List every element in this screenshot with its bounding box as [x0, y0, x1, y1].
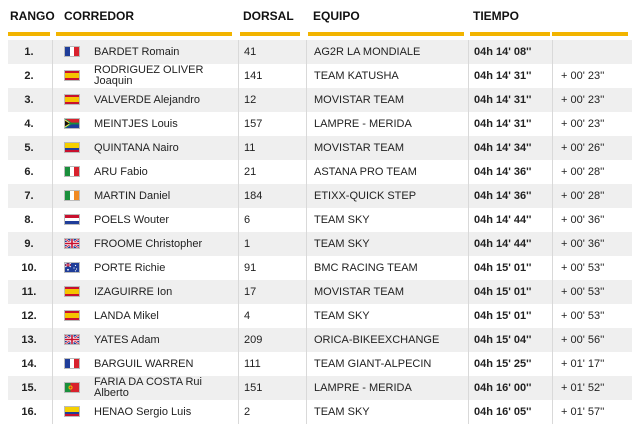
table-row: [8, 40, 632, 64]
team-name: TEAM GIANT-ALPECIN: [314, 358, 432, 370]
table-row: [8, 328, 632, 352]
rank-cell: 9.: [24, 238, 34, 250]
table-row: [8, 64, 632, 88]
column-divider: [52, 352, 53, 376]
column-divider: [238, 88, 239, 112]
column-divider: [552, 40, 553, 64]
column-divider: [238, 352, 239, 376]
bib-number: 141: [244, 70, 263, 82]
rider-name: LANDA Mikel: [94, 309, 159, 322]
column-divider: [306, 280, 307, 304]
column-divider: [552, 328, 553, 352]
column-divider: [238, 160, 239, 184]
column-divider: [306, 112, 307, 136]
column-divider: [468, 208, 469, 232]
header-team: EQUIPO: [313, 9, 360, 23]
column-divider: [238, 376, 239, 400]
team-name: TEAM SKY: [314, 310, 370, 322]
column-divider: [52, 232, 53, 256]
table-row: [8, 160, 632, 184]
column-divider: [552, 112, 553, 136]
race-time: 04h 15' 01'': [474, 286, 532, 298]
bib-number: 184: [244, 190, 263, 202]
column-divider: [468, 256, 469, 280]
table-row: [8, 112, 632, 136]
netherlands-flag-icon: [64, 214, 80, 225]
column-divider: [52, 400, 53, 424]
column-divider: [306, 256, 307, 280]
team-name: MOVISTAR TEAM: [314, 94, 405, 106]
column-divider: [468, 400, 469, 424]
bib-number: 111: [244, 358, 261, 370]
race-time: 04h 14' 44'': [474, 214, 532, 226]
bib-number: 157: [244, 118, 263, 130]
column-divider: [552, 88, 553, 112]
team-name: TEAM SKY: [314, 406, 370, 418]
column-divider: [52, 136, 53, 160]
column-divider: [306, 328, 307, 352]
race-time: 04h 14' 36'': [474, 190, 532, 202]
australia-flag-icon: [64, 262, 80, 273]
column-divider: [552, 256, 553, 280]
rank-cell: 5.: [24, 142, 34, 154]
race-time: 04h 16' 05'': [474, 406, 532, 418]
rider-name: YATES Adam: [94, 333, 160, 346]
colombia-flag-icon: [64, 406, 80, 417]
column-divider: [52, 304, 53, 328]
rank-cell: 4.: [24, 118, 34, 130]
team-name: ASTANA PRO TEAM: [314, 166, 417, 178]
team-name: ORICA-BIKEEXCHANGE: [314, 334, 440, 346]
rider-name: MARTIN Daniel: [94, 189, 171, 202]
column-divider: [238, 40, 239, 64]
bib-number: 209: [244, 334, 263, 346]
column-divider: [552, 304, 553, 328]
time-gap: + 00' 23'': [561, 94, 605, 106]
bib-number: 6: [244, 214, 251, 226]
race-time: 04h 15' 01'': [474, 310, 532, 322]
column-divider: [52, 112, 53, 136]
rank-cell: 12.: [21, 310, 37, 322]
bib-number: 1: [244, 238, 251, 250]
column-divider: [238, 184, 239, 208]
rank-cell: 7.: [24, 190, 34, 202]
time-gap: + 00' 28'': [561, 190, 605, 202]
rank-cell: 13.: [21, 334, 37, 346]
column-divider: [468, 232, 469, 256]
header-time: TIEMPO: [473, 9, 520, 23]
ireland-flag-icon: [64, 190, 80, 201]
table-row: [8, 136, 632, 160]
spain-flag-icon: [64, 310, 80, 321]
column-divider: [52, 160, 53, 184]
column-divider: [306, 376, 307, 400]
header-underline-rider: [56, 32, 232, 36]
header-bib: DORSAL: [243, 9, 294, 23]
race-time: 04h 14' 34'': [474, 142, 532, 154]
rank-cell: 16.: [21, 406, 37, 418]
column-divider: [306, 232, 307, 256]
team-name: BMC RACING TEAM: [314, 262, 418, 274]
column-divider: [52, 64, 53, 88]
column-divider: [306, 400, 307, 424]
time-gap: + 00' 36'': [561, 214, 605, 226]
column-divider: [468, 184, 469, 208]
team-name: MOVISTAR TEAM: [314, 286, 405, 298]
rider-name: HENAO Sergio Luis: [94, 405, 192, 418]
column-divider: [52, 328, 53, 352]
south-africa-flag-icon: [64, 118, 80, 129]
rank-cell: 2.: [24, 70, 34, 82]
rank-cell: 15.: [21, 382, 37, 394]
table-row: [8, 400, 632, 424]
time-gap: + 00' 28'': [561, 166, 605, 178]
column-divider: [552, 376, 553, 400]
column-divider: [552, 232, 553, 256]
column-divider: [552, 280, 553, 304]
bib-number: 91: [244, 262, 257, 274]
rider-name: BARGUIL WARREN: [94, 357, 194, 370]
rank-cell: 14.: [21, 358, 37, 370]
column-divider: [306, 208, 307, 232]
time-gap: + 00' 53'': [561, 310, 605, 322]
table-row: [8, 376, 632, 400]
race-time: 04h 14' 31'': [474, 118, 532, 130]
rider-name: ARU Fabio: [94, 165, 148, 178]
rank-cell: 10.: [21, 262, 37, 274]
time-gap: + 00' 26'': [561, 142, 605, 154]
bib-number: 11: [244, 142, 256, 154]
table-row: [8, 208, 632, 232]
rider-name: POELS Wouter: [94, 213, 169, 226]
column-divider: [468, 304, 469, 328]
column-divider: [552, 136, 553, 160]
time-gap: + 00' 56'': [561, 334, 605, 346]
bib-number: 41: [244, 46, 257, 58]
rider-name: VALVERDE Alejandro: [94, 93, 200, 106]
column-divider: [238, 400, 239, 424]
column-divider: [238, 112, 239, 136]
bib-number: 17: [244, 286, 257, 298]
rider-name: PORTE Richie: [94, 261, 166, 274]
race-time: 04h 15' 25'': [474, 358, 532, 370]
team-name: MOVISTAR TEAM: [314, 142, 405, 154]
portugal-flag-icon: [64, 382, 80, 393]
france-flag-icon: [64, 46, 80, 57]
column-divider: [306, 64, 307, 88]
column-divider: [552, 64, 553, 88]
rider-name: MEINTJES Louis: [94, 117, 178, 130]
great-britain-flag-icon: [64, 238, 80, 249]
bib-number: 151: [244, 382, 263, 394]
column-divider: [52, 40, 53, 64]
time-gap: + 00' 53'': [561, 286, 605, 298]
rank-cell: 11.: [21, 286, 37, 298]
column-divider: [52, 256, 53, 280]
time-gap: + 01' 52'': [561, 382, 605, 394]
team-name: TEAM SKY: [314, 238, 370, 250]
rider-name: RODRIGUEZ OLIVER Joaquin: [94, 64, 204, 87]
table-row: [8, 232, 632, 256]
column-divider: [468, 376, 469, 400]
time-gap: + 01' 17'': [561, 358, 605, 370]
column-divider: [306, 304, 307, 328]
column-divider: [468, 160, 469, 184]
column-divider: [468, 280, 469, 304]
column-divider: [468, 64, 469, 88]
race-time: 04h 14' 31'': [474, 70, 532, 82]
spain-flag-icon: [64, 286, 80, 297]
column-divider: [552, 160, 553, 184]
column-divider: [468, 112, 469, 136]
rank-cell: 3.: [24, 94, 34, 106]
time-gap: + 00' 23'': [561, 70, 605, 82]
time-gap: + 00' 23'': [561, 118, 605, 130]
team-name: LAMPRE - MERIDA: [314, 382, 412, 394]
column-divider: [306, 352, 307, 376]
column-divider: [306, 184, 307, 208]
race-time: 04h 15' 01'': [474, 262, 532, 274]
column-divider: [238, 136, 239, 160]
column-divider: [468, 40, 469, 64]
table-row: [8, 352, 632, 376]
bib-number: 12: [244, 94, 257, 106]
table-row: [8, 304, 632, 328]
race-time: 04h 14' 36'': [474, 166, 532, 178]
rider-name: BARDET Romain: [94, 45, 180, 58]
bib-number: 21: [244, 166, 257, 178]
header-underline-time: [470, 32, 550, 36]
column-divider: [52, 376, 53, 400]
spain-flag-icon: [64, 70, 80, 81]
rank-cell: 8.: [24, 214, 34, 226]
header-rank: RANGO: [10, 9, 55, 23]
column-divider: [306, 88, 307, 112]
time-gap: + 00' 36'': [561, 238, 605, 250]
bib-number: 4: [244, 310, 251, 322]
header-underline-rank: [8, 32, 50, 36]
time-gap: + 00' 53'': [561, 262, 605, 274]
column-divider: [552, 400, 553, 424]
race-time: 04h 15' 04'': [474, 334, 532, 346]
italy-flag-icon: [64, 166, 80, 177]
table-row: [8, 88, 632, 112]
header-underline-gap: [552, 32, 628, 36]
team-name: TEAM SKY: [314, 214, 370, 226]
column-divider: [552, 184, 553, 208]
race-time: 04h 16' 00'': [474, 382, 532, 394]
time-gap: [561, 40, 632, 64]
column-divider: [52, 184, 53, 208]
bib-number: 2: [244, 406, 251, 418]
column-divider: [238, 256, 239, 280]
column-divider: [306, 160, 307, 184]
column-divider: [238, 280, 239, 304]
great-britain-flag-icon: [64, 334, 80, 345]
table-header: [0, 0, 632, 36]
column-divider: [238, 208, 239, 232]
rider-name: FROOME Christopher: [94, 237, 203, 250]
team-name: AG2R LA MONDIALE: [314, 46, 421, 58]
column-divider: [238, 64, 239, 88]
rider-name: IZAGUIRRE Ion: [94, 285, 173, 298]
table-row: [8, 256, 632, 280]
race-time: 04h 14' 31'': [474, 94, 532, 106]
column-divider: [468, 328, 469, 352]
column-divider: [306, 136, 307, 160]
column-divider: [468, 88, 469, 112]
table-row: [8, 280, 632, 304]
column-divider: [238, 328, 239, 352]
colombia-flag-icon: [64, 142, 80, 153]
team-name: TEAM KATUSHA: [314, 70, 399, 82]
column-divider: [52, 88, 53, 112]
race-time: 04h 14' 44'': [474, 238, 532, 250]
column-divider: [468, 136, 469, 160]
column-divider: [238, 304, 239, 328]
team-name: LAMPRE - MERIDA: [314, 118, 412, 130]
table-row: [8, 184, 632, 208]
column-divider: [468, 352, 469, 376]
france-flag-icon: [64, 358, 80, 369]
header-rider: CORREDOR: [64, 9, 135, 23]
header-underline-team: [308, 32, 464, 36]
rider-name: QUINTANA Nairo: [94, 141, 179, 154]
team-name: ETIXX-QUICK STEP: [314, 190, 417, 202]
rider-name: FARIA DA COSTA Rui Alberto: [94, 376, 202, 399]
header-underline-bib: [240, 32, 300, 36]
column-divider: [552, 352, 553, 376]
column-divider: [552, 208, 553, 232]
rank-cell: 1.: [24, 46, 34, 58]
column-divider: [52, 280, 53, 304]
column-divider: [52, 208, 53, 232]
rank-cell: 6.: [24, 166, 34, 178]
race-time: 04h 14' 08'': [474, 46, 532, 58]
spain-flag-icon: [64, 94, 80, 105]
column-divider: [238, 232, 239, 256]
column-divider: [306, 40, 307, 64]
time-gap: + 01' 57'': [561, 406, 605, 418]
